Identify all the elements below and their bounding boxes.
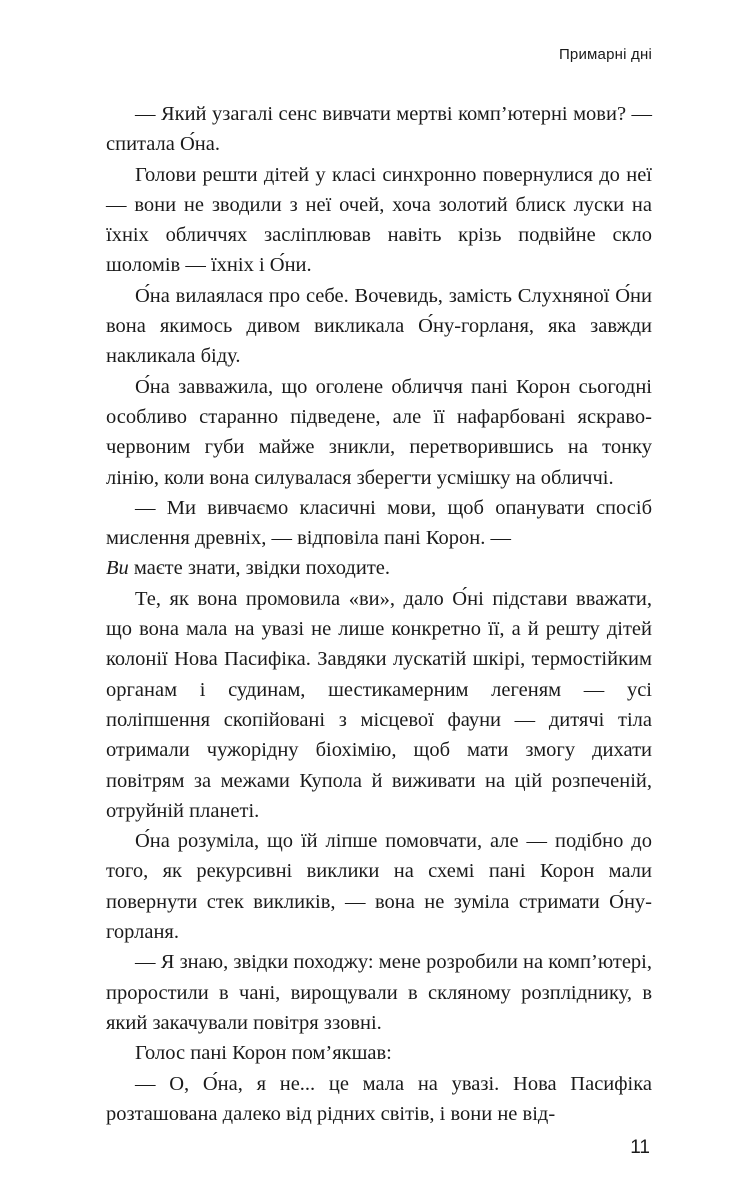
paragraph: О́на завважила, що оголене обличчя пані Корон сьогодні особливо старанно підведене, але її нафарбовані яскраво-червоним губи майже зникли, перетворившись на тонку лінію, коли вона силувалася зберегти усмішку на обличчі. xyxy=(106,375,652,489)
paragraph: — О, О́на, я не... це мала на увазі. Нова Пасифіка розташована далеко від рідних світів, і вони не від- xyxy=(106,1072,652,1125)
emphasized-word: Ви xyxy=(106,557,129,580)
paragraph: Голос пані Корон пом’якшав: xyxy=(135,1042,392,1065)
paragraph: Те, як вона промовила «ви», дало О́ні підстави вважати, що вона мала на увазі не лише конкретно її, а й решту дітей колонії Нова Пасифіка. Завдяки лускатій шкірі, термостійким органам і судинам, шестикамерним легеням — усі поліпшення скопійовані з місцевої фауни — дитячі тіла отримали чужорідну біохімію, щоб мати змогу дихати повітрям за межами Купола й виживати на цій розпеченій, отруйній планеті. xyxy=(106,587,652,822)
paragraph: Голови решти дітей у класі синхронно повернулися до неї — вони не зводили з неї очей, хоча золотий блиск луски на їхніх обличчях засліплював навіть крізь подвійне скло шоломів — їхніх і О́ни. xyxy=(106,163,652,277)
paragraph: — Я знаю, звідки походжу: мене розробили на комп’ютері, проростили в чані, вирощували в скляному розпліднику, в який закачували повітря ззовні. xyxy=(106,951,652,1034)
paragraph: О́на вилаялася про себе. Вочевидь, замість Слухняної О́ни вона якимось дивом викликала О́ну-горланя, яка завжди накликала біду. xyxy=(106,284,652,368)
paragraph: — Який узагалі сенс вивчати мертві комп’ютерні мови? — спитала О́на. xyxy=(106,103,652,156)
dialogue-line: — Ми вивчаємо класичні мови, щоб опанувати спосіб мислення древніх, — відповіла пані Корон. — xyxy=(106,496,652,550)
page-number: 11 xyxy=(630,1137,650,1158)
running-title: Примарні дні xyxy=(558,46,652,63)
paragraph xyxy=(106,493,652,584)
dialogue-continuation: маєте знати, звідки походите. xyxy=(128,557,391,580)
body-text xyxy=(106,99,652,1129)
paragraph: О́на розуміла, що їй ліпше помовчати, але — подібно до того, як рекурсивні виклики на схемі пані Корон мали повернути стек викликів, — вона не зуміла стримати О́ну-горланя. xyxy=(106,830,652,944)
